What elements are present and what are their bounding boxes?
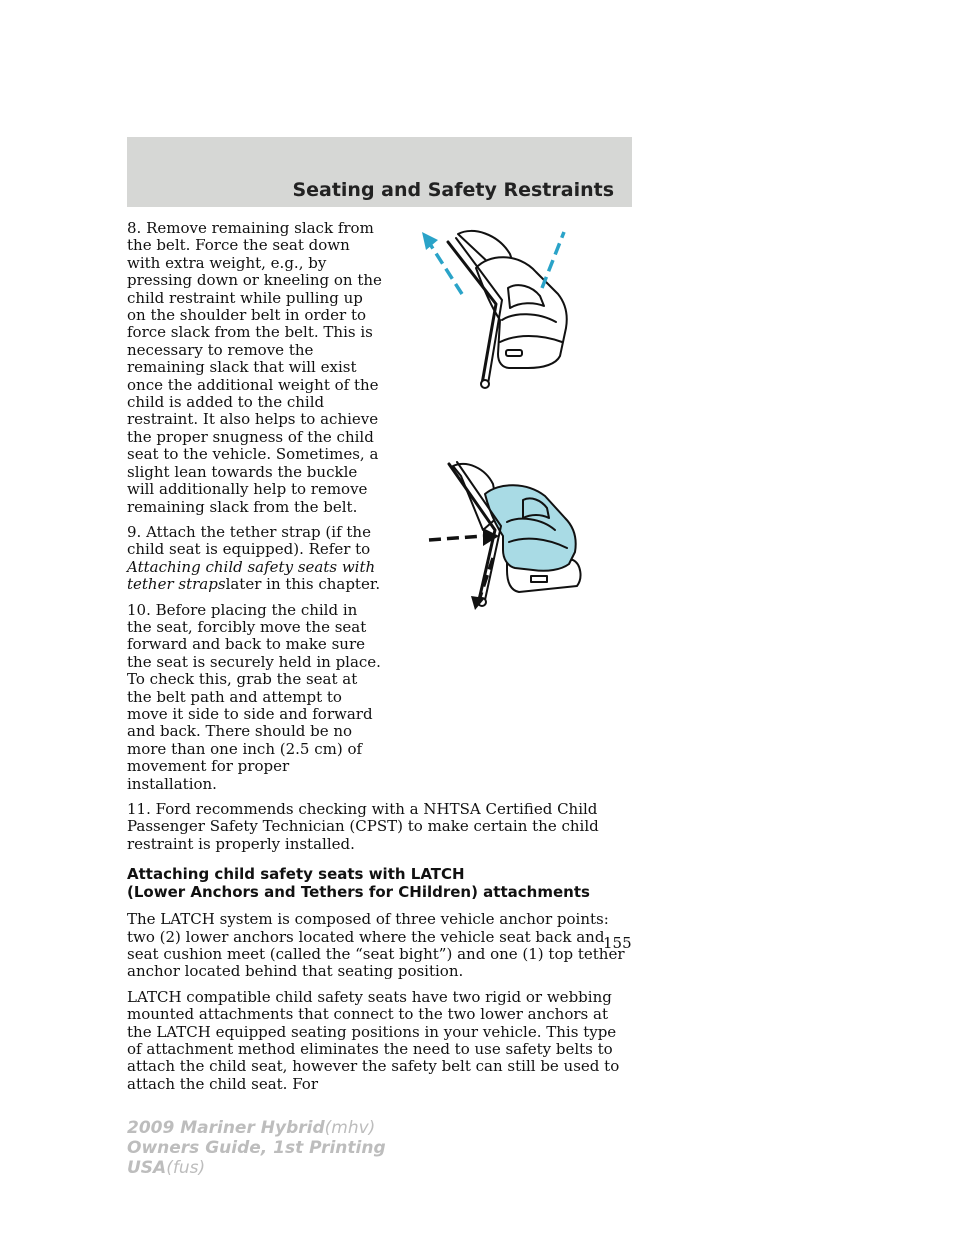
page-number: 155: [603, 934, 632, 952]
footer-model-code: (mhv): [324, 1118, 376, 1138]
step-11-text: 11. Ford recommends checking with a NHTSA Certified Child Passenger Safety Technician (CPST) to make certain the child restraint is properly installed.: [127, 800, 599, 853]
step-9-text: [127, 524, 383, 594]
step-9-start: 9. Attach the tether strap (if the child seat is equipped). Refer to: [127, 522, 371, 559]
footer-line-1: [127, 1118, 386, 1138]
footer-market-code: (fus): [166, 1158, 206, 1178]
latch-heading-line2: (Lower Anchors and Tethers for CHildren) attachments: [127, 883, 590, 902]
page-content: [127, 220, 632, 1101]
document-footer: [127, 1118, 386, 1178]
step-10-text: 10. Before placing the child in the seat, forcibly move the seat forward and back to make sure the seat is securely held in place. To check this, grab the seat at the belt path and attempt to move it side to side and forward and back. There should be no more than one inch (2.5 cm) of movement for proper installation.: [127, 600, 381, 793]
latch-heading-line1: Attaching child safety seats with LATCH: [127, 865, 465, 884]
footer-market: USA: [127, 1158, 167, 1178]
section-title: Seating and Safety Restraints: [292, 179, 614, 201]
latch-paragraph-2: LATCH compatible child safety seats have two rigid or webbing mounted attachments that connect to the two lower anchors at the LATCH equipped seating positions in your vehicle. This type of attachment method eliminates the need to use safety belts to attach the child seat, however the safety belt can still be used to attach the child seat. For: [127, 987, 620, 1093]
latch-section-heading: [127, 865, 632, 901]
section-header-band: [127, 137, 632, 207]
step-8-text: 8. Remove remaining slack from the belt. Force the seat down with extra weight, e.g., by pressing down or kneeling on the child restraint while pulling up on the shoulder belt in order to force slack from the belt. This is necessary to remove the remaining slack that will exist once the additional weight of the child is added to the child restraint. It also helps to achieve the proper snugness of the child seat to the vehicle. Sometimes, a slight lean towards the buckle will additionally help to remove remaining slack from the belt.: [127, 219, 382, 516]
latch-paragraph-1: The LATCH system is composed of three vehicle anchor points: two (2) lower anchors located where the vehicle seat back and seat cushion meet (called the “seat bight”) and one (1) top tether anchor located behind that seating position.: [127, 910, 625, 981]
footer-line-2: Owners Guide, 1st Printing: [127, 1138, 386, 1158]
step-9-end: later in this chapter.: [225, 575, 381, 594]
tether-straps-reference: Attaching child safety seats with tether straps: [127, 557, 376, 594]
footer-line-3: [127, 1158, 386, 1178]
footer-model: 2009 Mariner Hybrid: [127, 1118, 325, 1138]
